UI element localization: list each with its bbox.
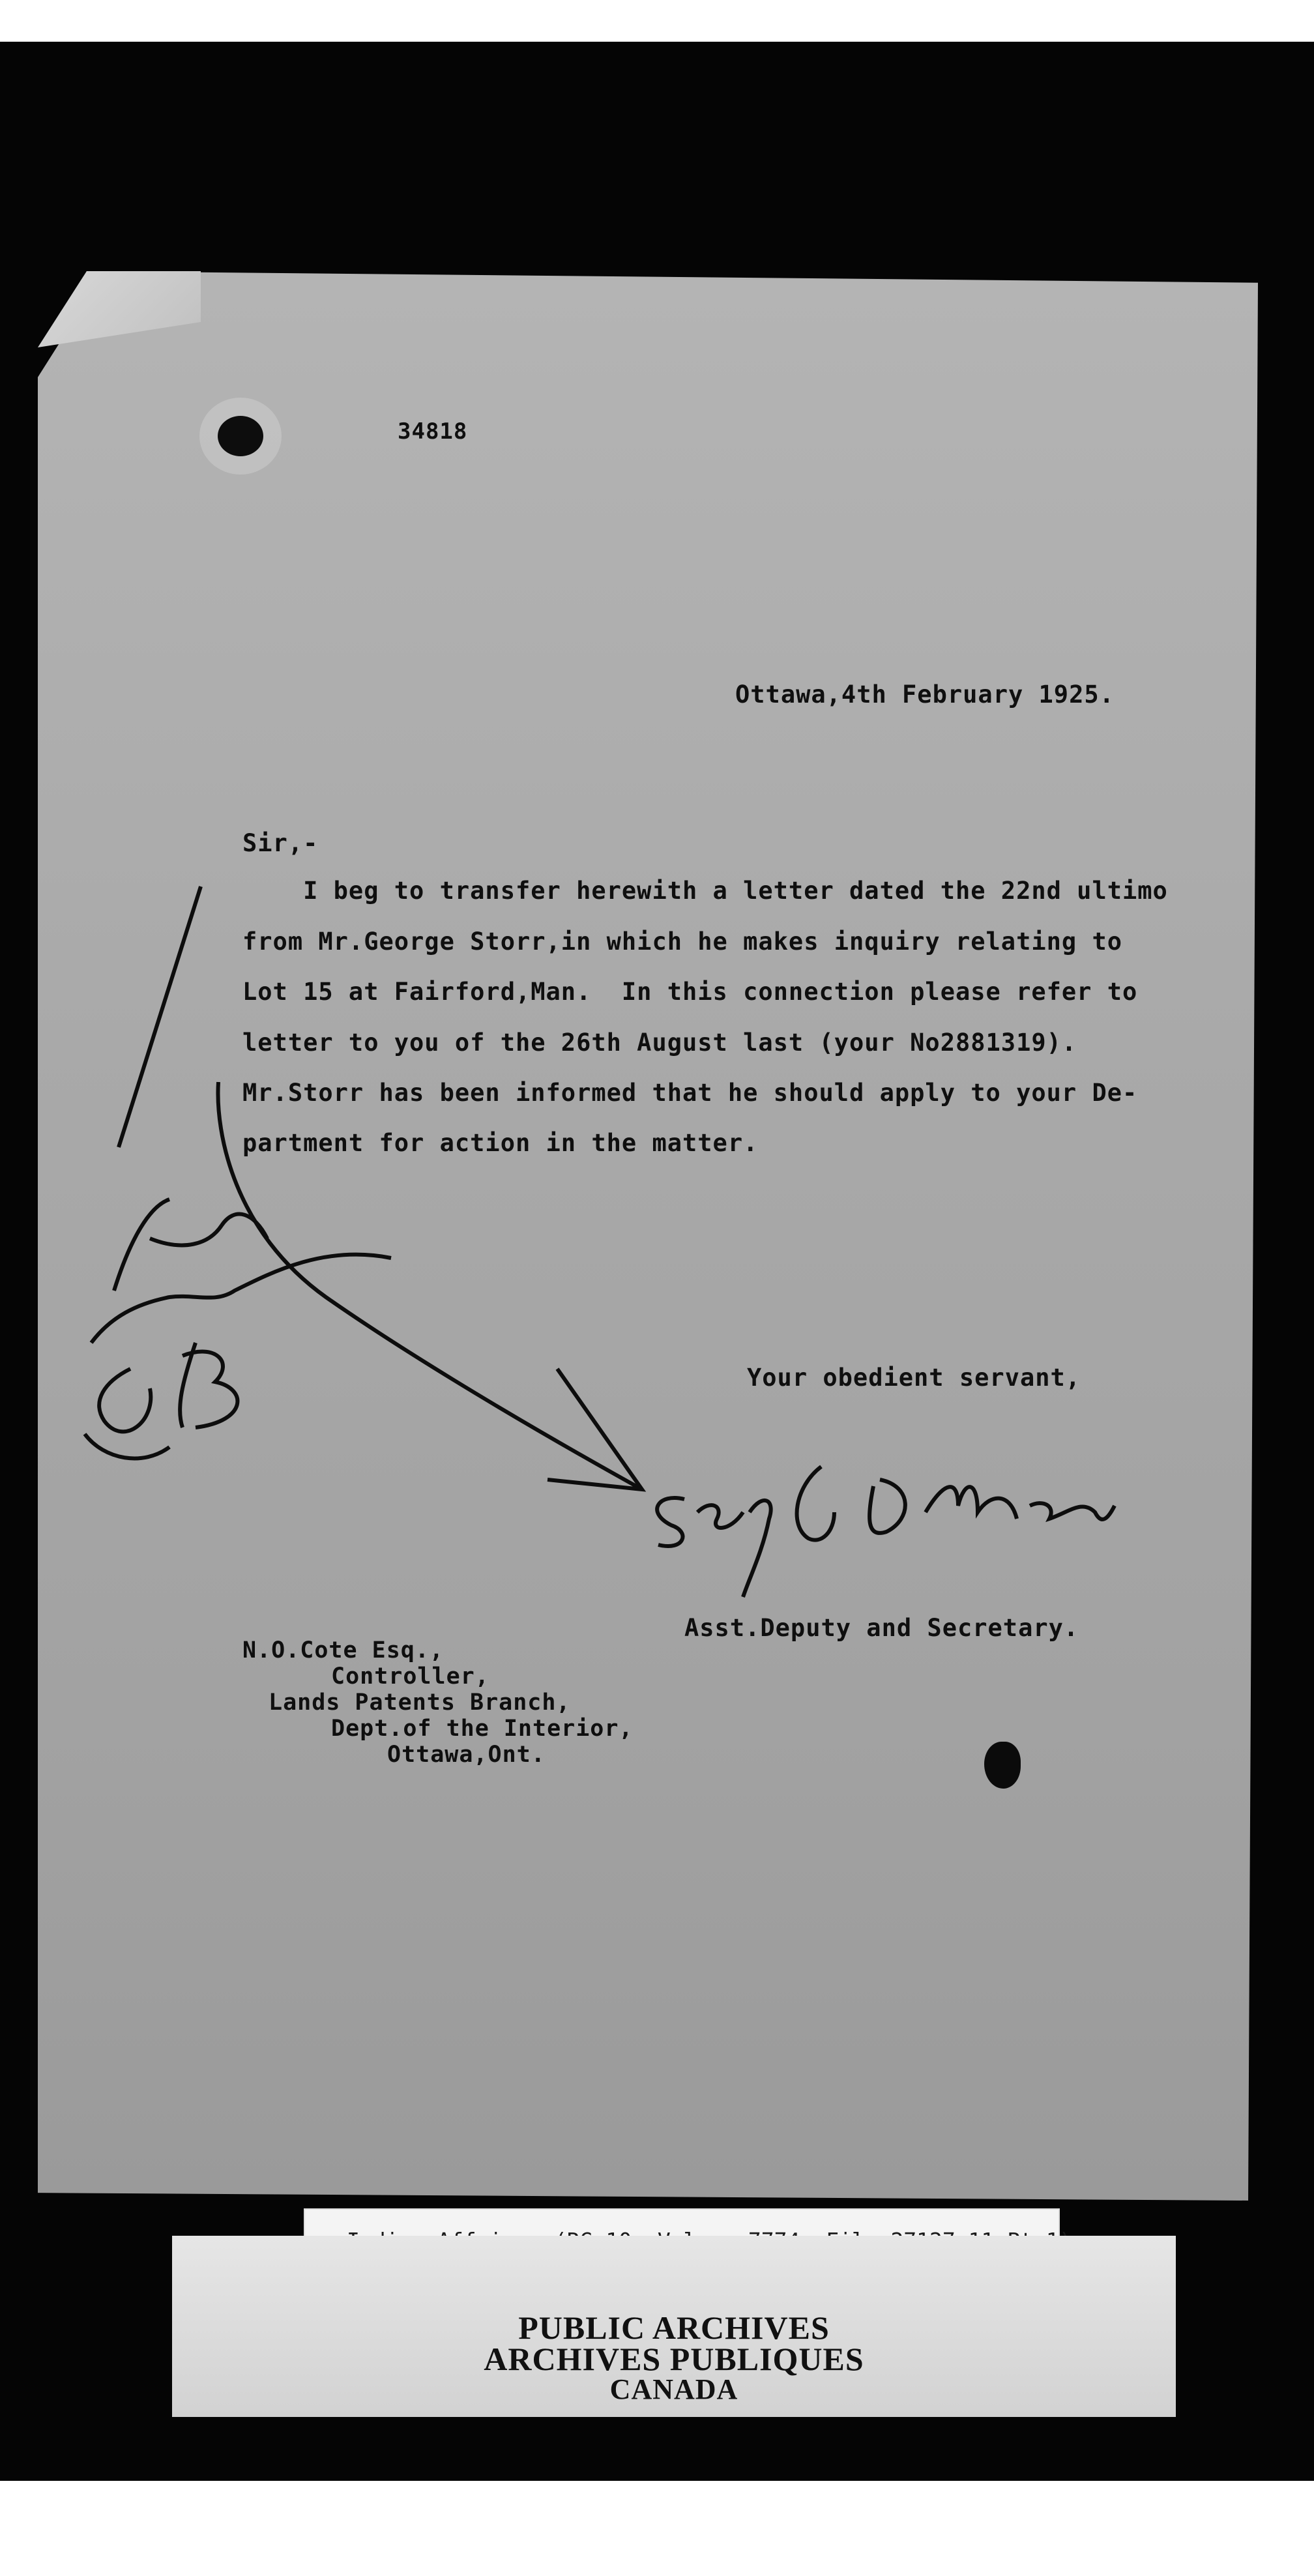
body-line: from Mr.George Storr,in which he makes inquiry relating to bbox=[242, 928, 1123, 956]
archive-stamp-card bbox=[172, 2236, 1176, 2417]
stamp-line: CANADA bbox=[609, 2373, 738, 2405]
closing: Your obedient servant, bbox=[747, 1364, 1081, 1392]
body-line: letter to you of the 26th August last (your No2881319). bbox=[242, 1029, 1077, 1057]
letter-page bbox=[38, 271, 1258, 2201]
stamp-line: ARCHIVES PUBLIQUES bbox=[484, 2341, 864, 2377]
body-line: Mr.Storr has been informed that he should apply to your De- bbox=[242, 1079, 1138, 1107]
address-line: N.O.Cote Esq., bbox=[242, 1637, 445, 1663]
file-number: 34818 bbox=[398, 418, 468, 445]
address-line: Ottawa,Ont. bbox=[387, 1742, 546, 1768]
body-line: I beg to transfer herewith a letter dated the 22nd ultimo bbox=[242, 877, 1168, 905]
address-line: Dept.of the Interior, bbox=[331, 1716, 634, 1742]
body-line: partment for action in the matter. bbox=[242, 1129, 759, 1157]
stamp-line: PUBLIC ARCHIVES bbox=[518, 2309, 830, 2346]
address-line: Controller, bbox=[331, 1663, 489, 1690]
body-line: Lot 15 at Fairford,Man. In this connection please refer to bbox=[242, 978, 1138, 1006]
address-line: Lands Patents Branch, bbox=[269, 1690, 571, 1716]
salutation: Sir,- bbox=[242, 829, 319, 857]
date-line: Ottawa,4th February 1925. bbox=[735, 681, 1115, 709]
ink-blot bbox=[984, 1742, 1021, 1789]
signature-title: Asst.Deputy and Secretary. bbox=[684, 1614, 1079, 1642]
punch-hole bbox=[218, 416, 263, 456]
